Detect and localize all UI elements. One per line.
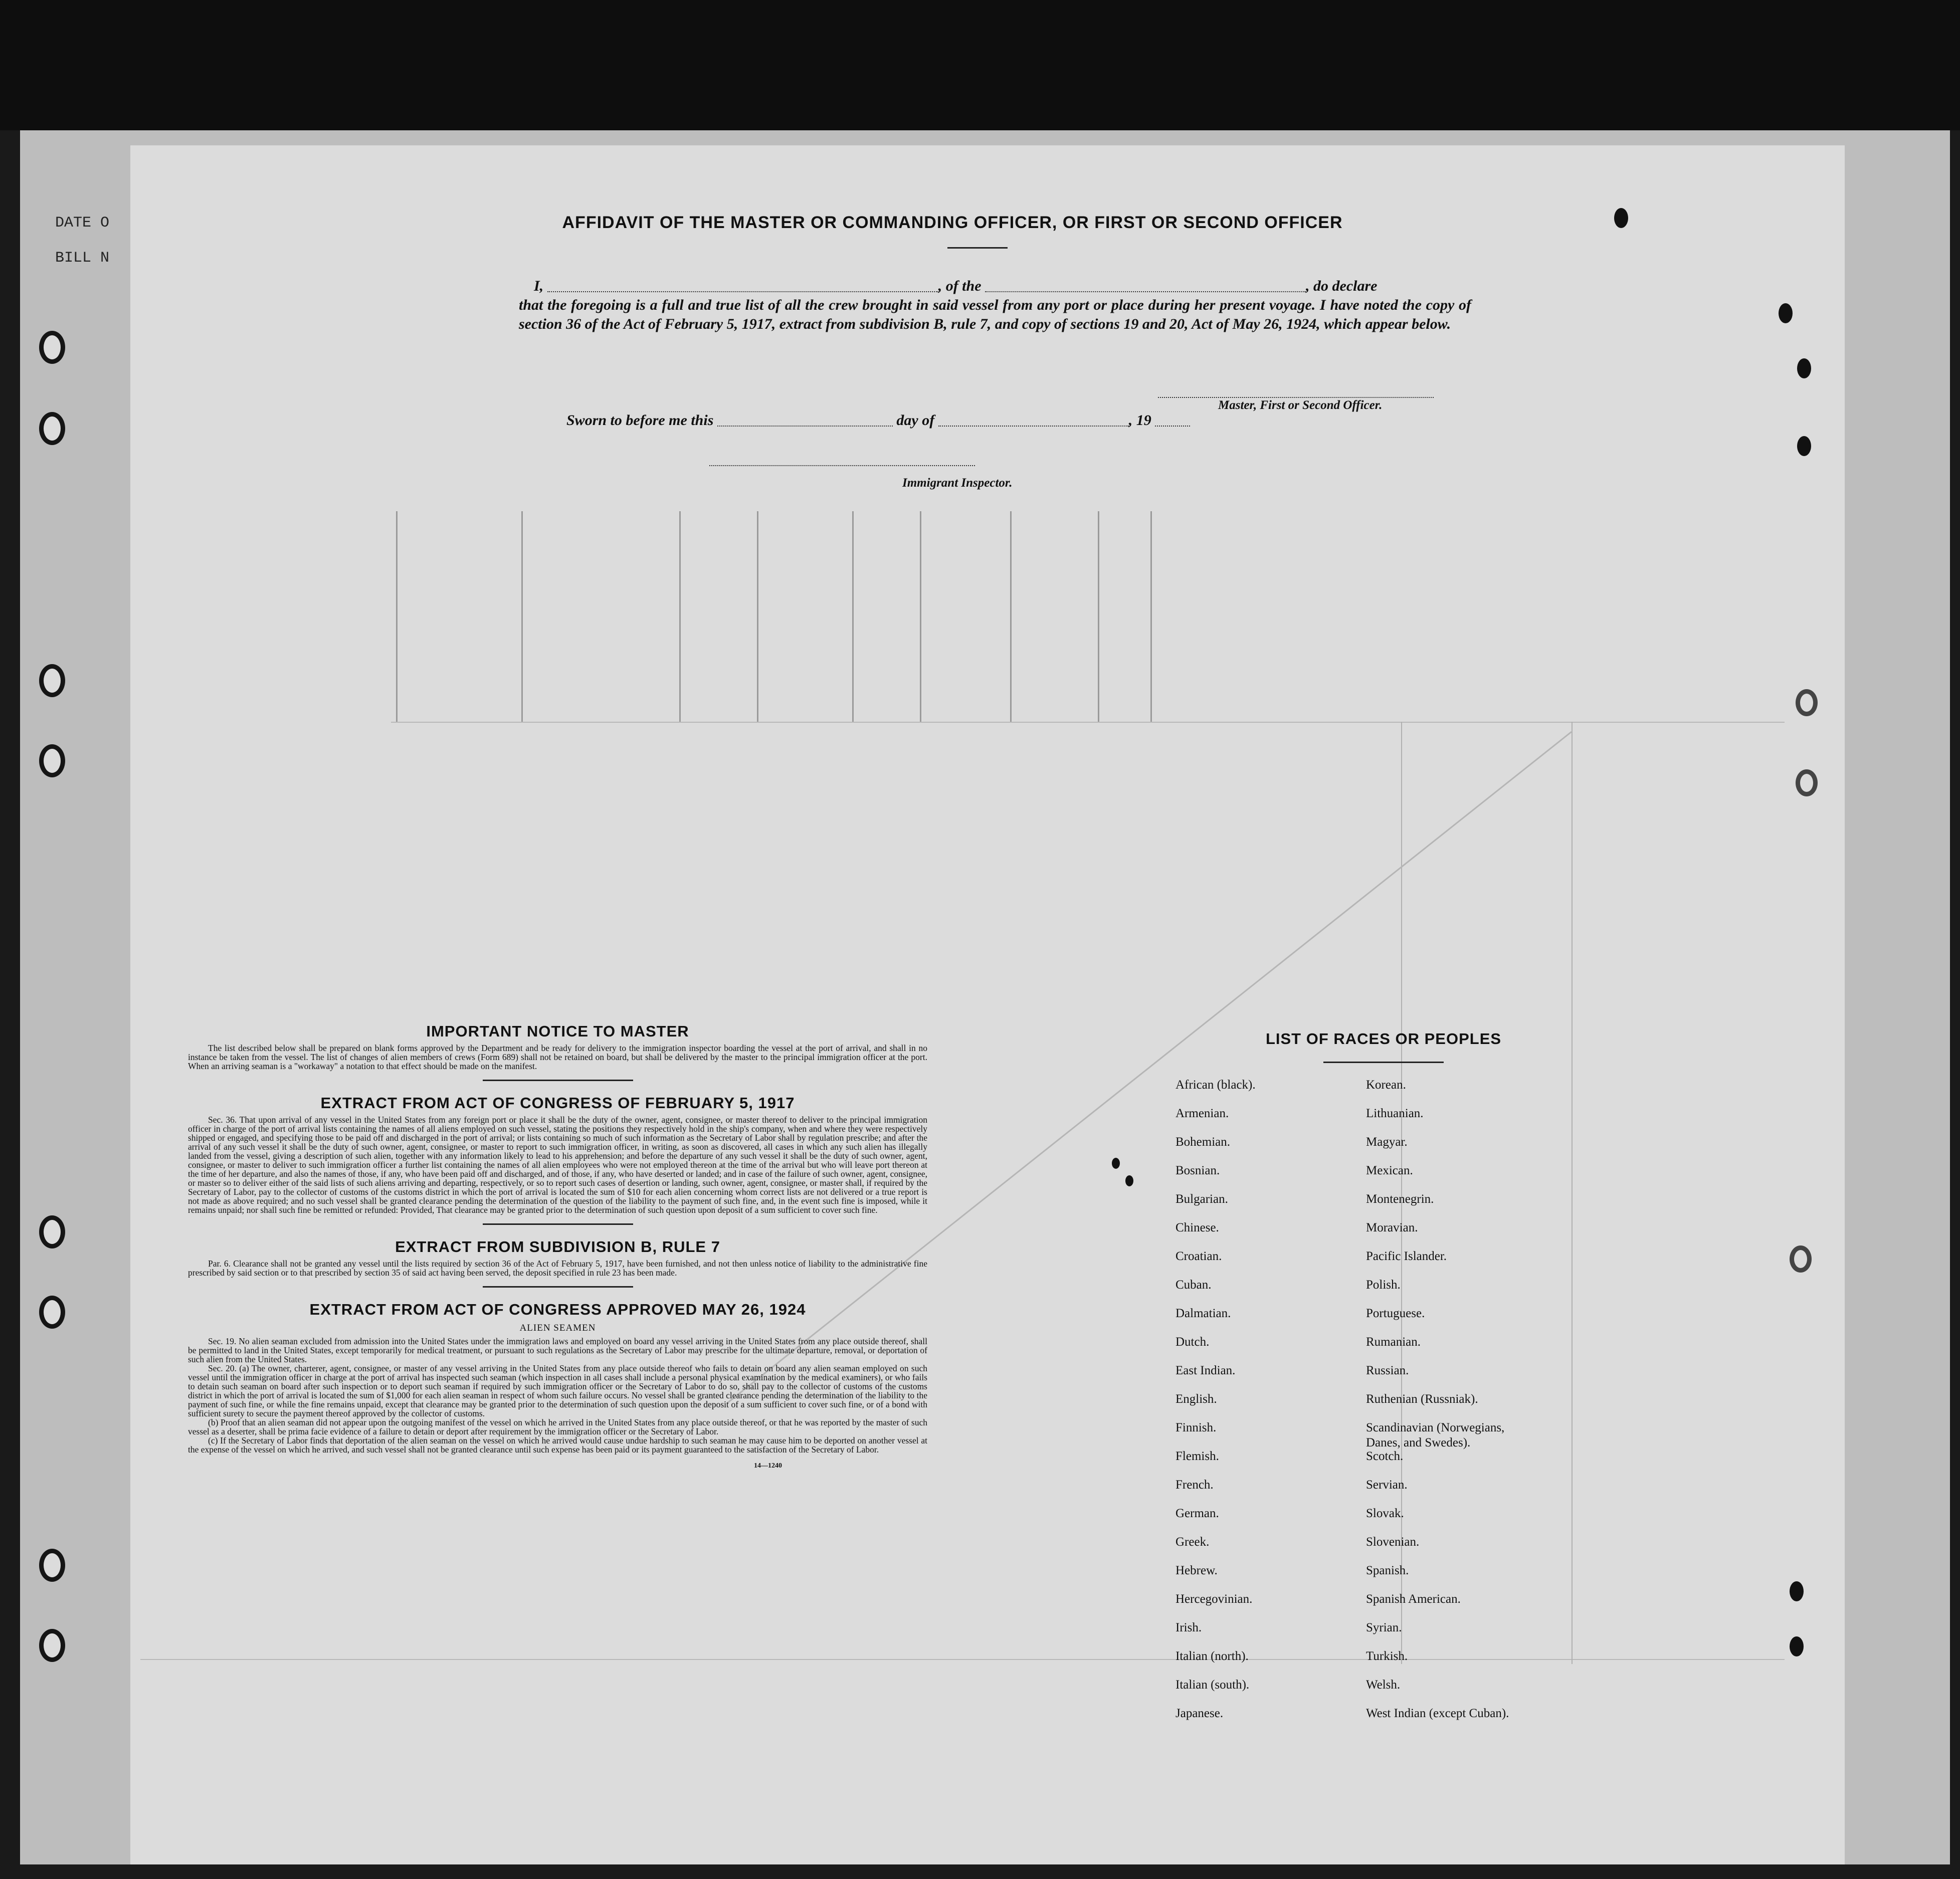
race-item: Montenegrin. — [1366, 1192, 1434, 1206]
notice-text: The list described below shall be prepared on blank forms approved by the Department and be ready for delivery to the immigration inspector boarding the vessel at the port of arrival, and shall in no instance be taken from the vessel. The list of changes of alien members of crews (Form 689) shall not be retained on board, but shall be delivered by the master to the principal immigration officer at the port. When an arriving seaman is a "workaway" a notation to that effect should be made on the manifest. — [188, 1043, 927, 1071]
title-rule — [947, 247, 1008, 249]
race-item: Italian (south). — [1175, 1678, 1250, 1692]
section-20b-text: (b) Proof that an alien seaman did not appear upon the outgoing manifest of the vessel on which he arrived in the United States from any place outside thereof, or that he was reported by the master of such vessel as a deserter, shall be prima facie evidence of a failure to detain or deport after requirement by the immigration officer or the Secretary of Labor. — [188, 1417, 927, 1436]
race-item: Syrian. — [1366, 1621, 1402, 1634]
sworn-prefix: Sworn to before me this — [566, 412, 714, 429]
race-item: Italian (north). — [1175, 1649, 1249, 1663]
name-blank[interactable] — [547, 282, 938, 292]
race-item: Bohemian. — [1175, 1135, 1231, 1149]
sworn-day-blank[interactable] — [717, 416, 893, 427]
vessel-blank[interactable] — [985, 282, 1306, 292]
race-item: Slovenian. — [1366, 1535, 1420, 1549]
race-item: Bulgarian. — [1175, 1192, 1228, 1206]
races-title-rule — [1323, 1062, 1444, 1063]
race-item: Servian. — [1366, 1478, 1408, 1492]
race-item: Rumanian. — [1366, 1335, 1421, 1349]
inspector-label: Immigrant Inspector. — [902, 476, 1013, 490]
section-19-text: Sec. 19. No alien seaman excluded from admission into the United States under the immigration laws and employed on board any vessel arriving in the United States from any place outside thereof, shall be permitted to land in the United States, except temporarily for medical treatment, or pursuant to such regulations as the Secretary of Labor may prescribe for the ultimate departure, removal, or deportation of such alien from the United States. — [188, 1336, 927, 1364]
race-item: English. — [1175, 1392, 1217, 1406]
race-item: East Indian. — [1175, 1364, 1236, 1377]
race-item: Korean. — [1366, 1078, 1406, 1092]
alien-seamen-subtitle: ALIEN SEAMEN — [519, 1323, 596, 1333]
legal-notices — [188, 1022, 927, 1470]
race-item: West Indian (except Cuban). — [1366, 1707, 1509, 1720]
race-item: Japanese. — [1175, 1707, 1224, 1720]
sworn-statement — [566, 412, 1190, 429]
race-item: Dalmatian. — [1175, 1307, 1231, 1320]
declaration-prefix: I, — [534, 278, 544, 294]
race-item: French. — [1175, 1478, 1214, 1492]
affidavit-declaration — [519, 277, 1471, 334]
extract-1917-text: Sec. 36. That upon arrival of any vessel in the United States from any foreign port or place it shall be the duty of the owner, agent, consignee, or master thereof to deliver to the principal immigration officer in charge of the port of arrival lists containing the names of all aliens employed on such vessel, stating the positions they respectively hold in the ship's company, when and where they were respectively shipped or engaged, and specifying those to be paid off and discharged in the port of arrival; or lists containing so much of such information as the Secretary of Labor shall by regulation prescribe; and after the arrival of any such vessel it shall be the duty of such owner, agent, consignee, or master to report to such immigration officer, in writing, as soon as discovered, all cases in which any such alien has illegally landed from the vessel, giving a description of such alien, together with any information likely to lead to his apprehension; and before the departure of any such vessel it shall be the duty of such owner, agent, consignee, or master to deliver to such immigration officer a further list containing the names of all alien employees who were not employed thereon at the time of the arrival but who will leave port thereon at the time of her departure, and also the names of those, if any, who have been paid off and discharged, and of those, if any, who have deserted or landed; and in case of the failure of such owner, agent, consignee, or master so to deliver either of the said lists of such aliens arriving and departing, respectively, or so to report such cases of desertion or landing, such owner, agent, consignee, or master shall, if required by the Secretary of Labor, pay to the collector of customs of the customs district in which the port of arrival is located the sum of $10 for each alien concerning whom correct lists are not delivered or a true report is not made as above required; and no such vessel shall be granted clearance pending the determination of the question of the liability to the payment of such fine, and, in the event such fine is imposed, while it remains unpaid; nor shall such fine be remitted or refunded: Provided, That clearance may be granted prior to the determination of such question upon deposit of a sum sufficient to cover such fine. — [188, 1115, 927, 1215]
race-item: African (black). — [1175, 1078, 1256, 1092]
sworn-year-label: , 19 — [1128, 412, 1151, 429]
race-item: Finnish. — [1175, 1421, 1217, 1434]
race-item: Pacific Islander. — [1366, 1249, 1447, 1263]
race-item: Slovak. — [1366, 1507, 1404, 1520]
race-item: Bosnian. — [1175, 1164, 1220, 1177]
race-item: Cuban. — [1175, 1278, 1212, 1292]
race-item: Turkish. — [1366, 1649, 1408, 1663]
race-item: Hebrew. — [1175, 1564, 1218, 1577]
declaration-end: , do declare — [1306, 278, 1378, 294]
race-item: Hercegovinian. — [1175, 1592, 1253, 1606]
race-item: Croatian. — [1175, 1249, 1222, 1263]
race-item: Ruthenian (Russniak). — [1366, 1392, 1478, 1406]
race-item: Magyar. — [1366, 1135, 1408, 1149]
extract-rule7-text: Par. 6. Clearance shall not be granted any vessel until the lists required by section 36 of the Act of February 5, 1917, have been furnished, and not then unless notice of liability to the administrative fine prescribed by said section or to that prescribed by section 35 of said act having been served, the deposit specified in rule 23 has been made. — [188, 1259, 927, 1278]
extract-1924-title: EXTRACT FROM ACT OF CONGRESS APPROVED MAY 26, 1924 — [309, 1301, 806, 1318]
section-20c-text: (c) If the Secretary of Labor finds that deportation of the alien seaman on the vessel on which he arrived would cause undue hardship to such seaman he may cause him to be deported on another vessel at the expense of the vessel on which he arrived, and such vessel shall not be granted clearance until such expense has been paid or its payment guaranteed to the satisfaction of the Secretary of Labor. — [188, 1435, 927, 1454]
date-label: DATE O — [55, 215, 110, 232]
race-item: Spanish American. — [1366, 1592, 1461, 1606]
section-20a-text: Sec. 20. (a) The owner, charterer, agent, consignee, or master of any vessel arriving in the United States from any place outside thereof who fails to detain on board any alien seaman employed on such vessel until the immigration officer in charge at the port of arrival has inspected such seaman (which inspection in all cases shall include a personal physical examination by the medical examiners), or who fails to detain such seaman on board after such inspection or to deport such seaman if required by such immigration officer or the Secretary of Labor to do so, shall pay to the collector of customs of the customs district in which the port of arrival is located the sum of $1,000 for each alien seaman in respect of whom such failure occurs. No vessel shall be granted clearance pending the determination of the liability to the payment of such fine, or while the fine remains unpaid, except that clearance may be granted prior to the determination of such question upon the deposit of a sum sufficient to cover such fine, or of a bond with sufficient surety to secure the payment thereof approved by the collector of customs. — [188, 1363, 927, 1418]
affidavit-title: AFFIDAVIT OF THE MASTER OR COMMANDING OFFICER, OR FIRST OR SECOND OFFICER — [562, 213, 1343, 232]
form-number: 14—1240 — [754, 1462, 782, 1470]
race-item: Scandinavian (Norwegians, Danes, and Swedes). — [1366, 1421, 1505, 1449]
race-item: Scotch. — [1366, 1449, 1404, 1463]
extract-rule7-title: EXTRACT FROM SUBDIVISION B, RULE 7 — [395, 1238, 720, 1256]
races-list-left — [1175, 1078, 1256, 1735]
race-item: Irish. — [1175, 1621, 1202, 1634]
race-item: Flemish. — [1175, 1449, 1219, 1463]
race-item: Mexican. — [1366, 1164, 1413, 1177]
races-list-right — [1366, 1078, 1509, 1735]
race-item: Dutch. — [1175, 1335, 1210, 1349]
declaration-body: that the foregoing is a full and true list of all the crew brought in said vessel from any port or place during her present voyage. I have noted the copy of section 36 of the Act of February 5, 1917, extract from subdivision B, rule 7, and copy of sections 19 and 20, Act of May 26, 1924, which appear below. — [519, 297, 1471, 332]
race-item: Polish. — [1366, 1278, 1401, 1292]
extract-1917-title: EXTRACT FROM ACT OF CONGRESS OF FEBRUARY 5, 1917 — [320, 1094, 795, 1112]
race-item: Armenian. — [1175, 1107, 1229, 1120]
declaration-mid: , of the — [938, 278, 982, 294]
race-item: Lithuanian. — [1366, 1107, 1424, 1120]
race-item: Spanish. — [1366, 1564, 1409, 1577]
race-item: Chinese. — [1175, 1221, 1219, 1234]
section-rule — [483, 1080, 633, 1081]
bill-label: BILL N — [55, 250, 110, 267]
sworn-day-label: day of — [896, 412, 935, 429]
races-title: LIST OF RACES OR PEOPLES — [1265, 1030, 1502, 1048]
race-item: Welsh. — [1366, 1678, 1401, 1692]
section-rule — [483, 1223, 633, 1225]
race-item: Greek. — [1175, 1535, 1210, 1549]
race-item: Moravian. — [1366, 1221, 1418, 1234]
section-rule — [483, 1286, 633, 1288]
race-item: German. — [1175, 1507, 1219, 1520]
notice-title: IMPORTANT NOTICE TO MASTER — [426, 1022, 689, 1040]
inspector-signature-line[interactable] — [709, 465, 975, 466]
race-item: Russian. — [1366, 1364, 1409, 1377]
signature-label: Master, First or Second Officer. — [1218, 398, 1383, 412]
signature-line[interactable] — [1158, 397, 1434, 398]
sworn-month-blank[interactable] — [938, 416, 1129, 427]
race-item: Portuguese. — [1366, 1307, 1425, 1320]
sworn-year-blank[interactable] — [1155, 416, 1190, 427]
